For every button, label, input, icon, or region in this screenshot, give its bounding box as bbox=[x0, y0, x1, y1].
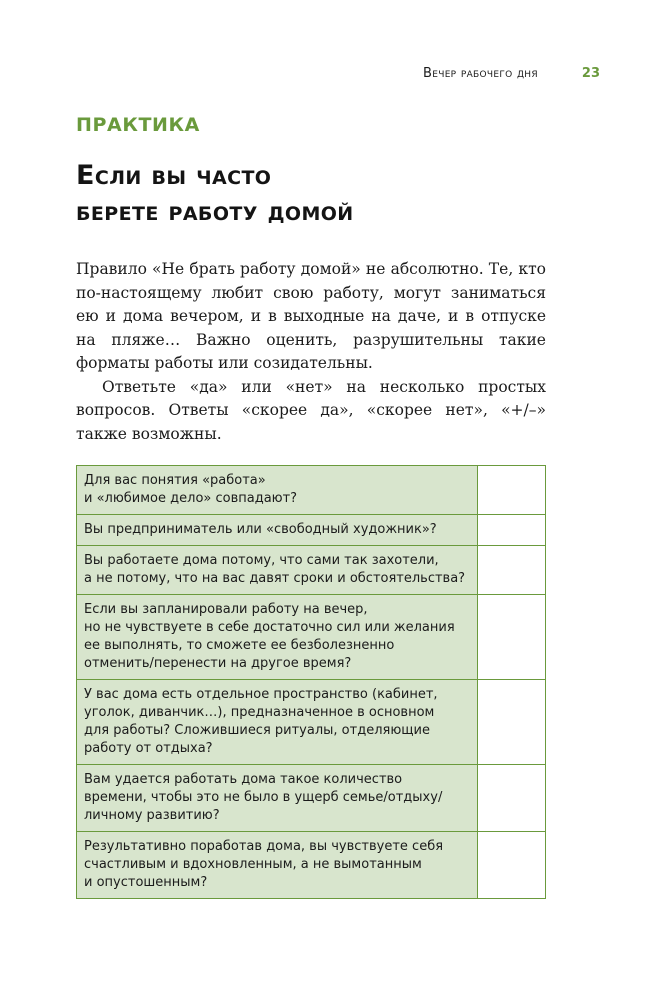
table-row bbox=[77, 595, 546, 680]
question-cell: Вы предприниматель или «свободный художник»? bbox=[77, 515, 478, 546]
question-cell: Вам удается работать дома такое количество времени, чтобы это не было в ущерб семье/отдыху/ личному развитию? bbox=[77, 765, 478, 832]
question-cell: Для вас понятия «работа» и «любимое дело» совпадают? bbox=[77, 466, 478, 515]
answer-cell[interactable] bbox=[478, 595, 546, 680]
answer-cell[interactable] bbox=[478, 680, 546, 765]
answer-cell[interactable] bbox=[478, 466, 546, 515]
section-label: ПРАКТИКА bbox=[76, 114, 200, 136]
paragraph-instructions: Ответьте «да» или «нет» на несколько простых вопросов. Ответы «скорее да», «скорее нет», «+/–» также возможны. bbox=[76, 377, 546, 443]
table-row bbox=[77, 466, 546, 515]
answer-cell[interactable] bbox=[478, 765, 546, 832]
question-cell: Результативно поработав дома, вы чувствуете себя счастливым и вдохновленным, а не вымотанным и опустошенным? bbox=[77, 832, 478, 899]
body-text bbox=[76, 258, 546, 446]
page-heading bbox=[76, 158, 596, 230]
questionnaire-table bbox=[76, 465, 546, 899]
heading-line-1: Если вы часто bbox=[76, 160, 272, 191]
question-cell: Вы работаете дома потому, что сами так захотели, а не потому, что на вас давят сроки и обстоятельства? bbox=[77, 546, 478, 595]
table-row bbox=[77, 765, 546, 832]
answer-cell[interactable] bbox=[478, 515, 546, 546]
table-row bbox=[77, 546, 546, 595]
table-row bbox=[77, 832, 546, 899]
answer-cell[interactable] bbox=[478, 546, 546, 595]
table-row bbox=[77, 515, 546, 546]
table-row bbox=[77, 680, 546, 765]
answer-cell[interactable] bbox=[478, 832, 546, 899]
heading-line-2: берете работу домой bbox=[76, 196, 354, 227]
question-cell: Если вы запланировали работу на вечер, но не чувствуете в себе достаточно сил или желания ее выполнять, то сможете ее безболезненно отменить/перенести на другое время? bbox=[77, 595, 478, 680]
paragraph-intro: Правило «Не брать работу домой» не абсолютно. Те, кто по-настоящему любит свою работу, могут заниматься ею и дома вечером, и в выходные на даче, и в отпуске на пляже… Важно оценить, разрушительны такие форматы работы или созидательны. bbox=[76, 260, 546, 372]
question-cell: У вас дома есть отдельное пространство (кабинет, уголок, диванчик…), предназначенное в основном для работы? Сложившиеся ритуалы, отделяющие работу от отдыха? bbox=[77, 680, 478, 765]
running-header bbox=[423, 66, 600, 81]
running-title: Вечер рабочего дня bbox=[423, 66, 538, 81]
page-number: 23 bbox=[581, 66, 600, 81]
